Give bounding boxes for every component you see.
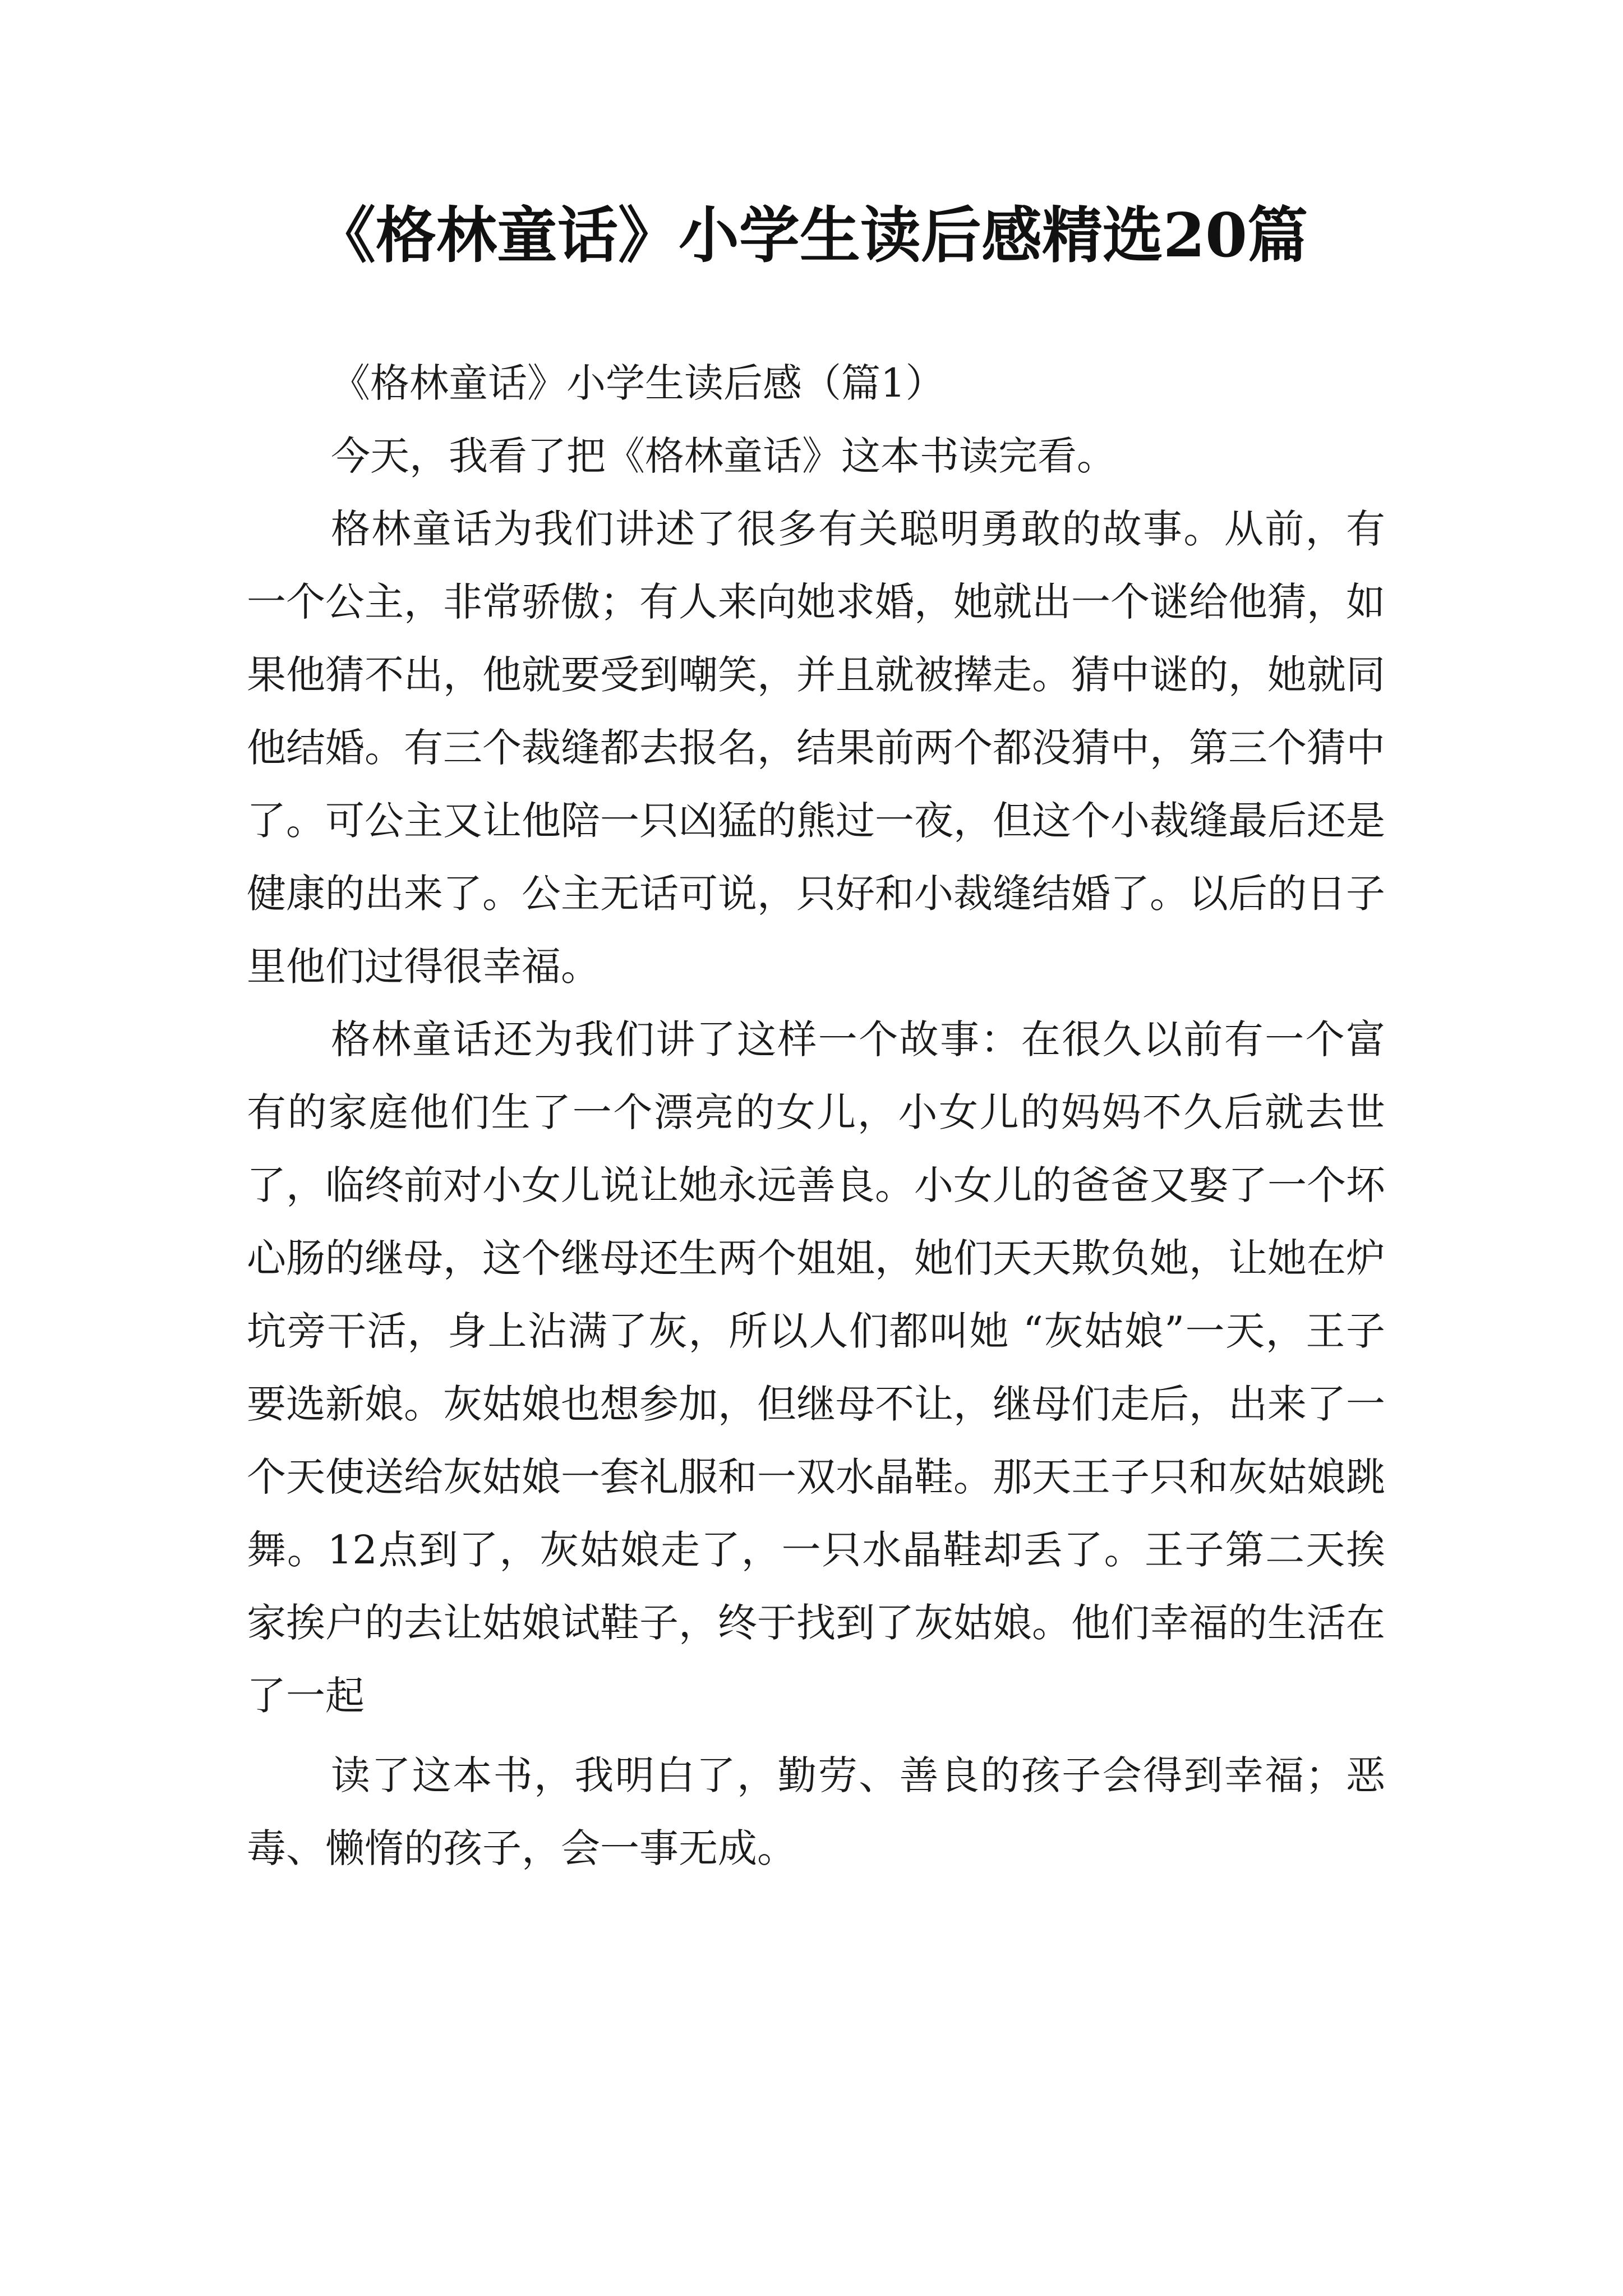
section-heading: 《格林童话》小学生读后感（篇1） [331,360,945,406]
paragraph-tailor-story: 格林童话为我们讲述了很多有关聪明勇敢的故事。从前，有一个公主，非常骄傲；有人来向她求婚，她就出一个谜给他猜，如果他猜不出，他就要受到嘲笑，并且就被撵走。猜中谜的，她就同他结婚。有三个裁缝都去报名，结果前两个都没猜中，第三个猜中了。可公主又让他陪一只凶猛的熊过一夜，但这个小裁缝最后还是健康的出来了。公主无话可说，只好和小裁缝结婚了。以后的日子里他们过得很幸福。 [247,506,1385,990]
paragraph-intro: 今天，我看了把《格林童话》这本书读完看。 [331,433,1116,479]
paragraph-conclusion: 读了这本书，我明白了，勤劳、善良的孩子会得到幸福；恶毒、懒惰的孩子，会一事无成。 [247,1752,1385,1871]
paragraph-cinderella-story: 格林童话还为我们讲了这样一个故事：在很久以前有一个富有的家庭他们生了一个漂亮的女儿，小女儿的妈妈不久后就去世了，临终前对小女儿说让她永远善良。小女儿的爸爸又娶了一个坏心肠的继母，这个继母还生两个姐姐，她们天天欺负她，让她在炉坑旁干活，身上沾满了灰，所以人们都叫她 “灰姑娘”一天，王子要选新娘。灰姑娘也想参加，但继母不让，继母们走后，出来了一个天使送给灰姑娘一套礼服和一双水晶鞋。那天王子只和灰姑娘跳舞。12点到了，灰姑娘走了，一只水晶鞋却丢了。王子第二天挨家挨户的去让姑娘试鞋子，终于找到了灰姑娘。他们幸福的生活在了一起 [247,1016,1385,1719]
document-title: 《格林童话》小学生读后感精选20篇 [315,200,1308,271]
document-body [247,347,1385,1885]
